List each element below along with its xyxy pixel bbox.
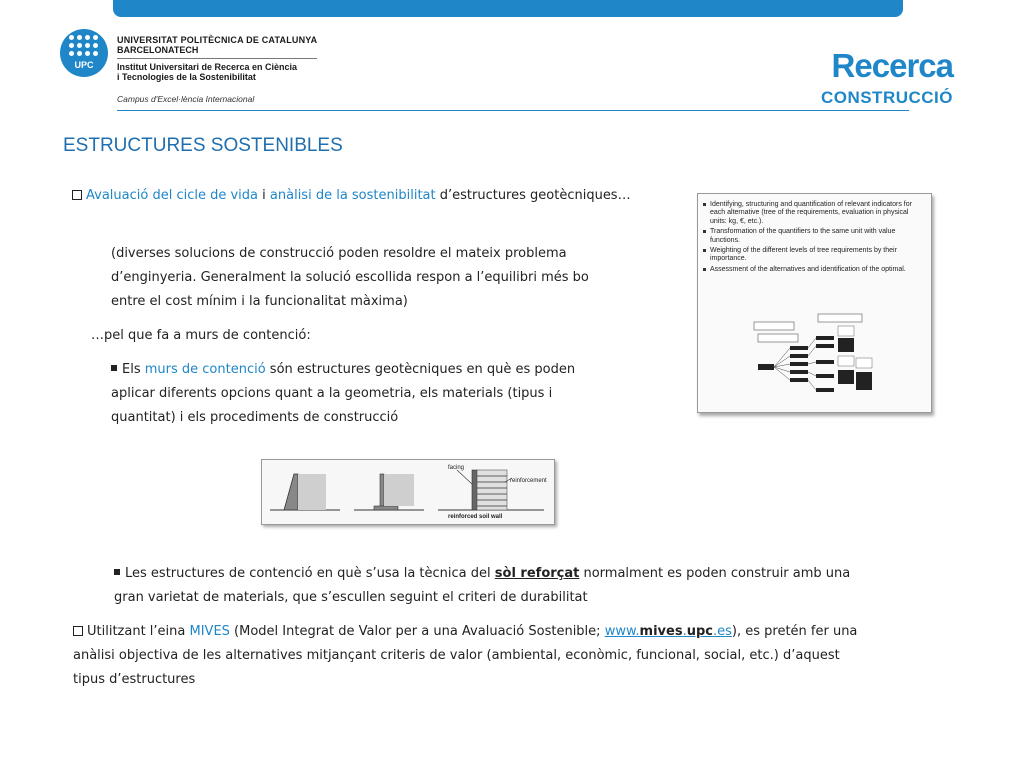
text-fragment: (Model Integrat de Valor per a una Avaluació Sostenible; <box>229 624 605 639</box>
sustainability-link[interactable]: anàlisi de la sostenibilitat <box>269 188 436 203</box>
section-title: ESTRUCTURES SOSTENIBLES <box>63 135 343 156</box>
top-accent-bar <box>113 0 903 17</box>
requirements-tree-diagram <box>698 304 931 409</box>
text-fragment: Els <box>122 362 145 377</box>
brand-recerca: Recerca <box>831 47 953 84</box>
para-line: tipus d’estructures <box>73 672 196 687</box>
para-line: d’enginyeria. Generalment la solució escollida respon a l’equilibri més bo <box>111 270 589 285</box>
para-line: anàlisi objectiva de les alternatives mitjançant criteris de valor (ambiental, econòmic, funcional, social, etc.) d’aquest <box>73 648 840 663</box>
text-fragment: són estructures geotècniques en què es poden <box>265 362 576 377</box>
text-fragment: d’estructures geotècniques… <box>435 188 631 203</box>
mives-url-link[interactable] <box>605 624 732 639</box>
label-reinforcement: reinforcement <box>510 478 547 484</box>
logo-text: UPC <box>74 60 94 70</box>
sub-bullet-walls <box>111 358 671 430</box>
institute-name-line2: i Tecnologies de la Sostenibilitat <box>117 72 256 82</box>
diagram-item: Identifying, structuring and quantification of relevant indicators for each alternative (tree of the requirements, evaluation in physical units: kg, €, etc.). <box>710 201 923 226</box>
university-name: UNIVERSITAT POLITÈCNICA DE CATALUNYA <box>117 35 318 45</box>
sub-bullet-reinforced-soil <box>114 562 934 610</box>
square-bullet-icon <box>111 365 117 371</box>
para-solutions <box>111 242 589 314</box>
para-line: gran varietat de materials, que s’escullen seguint el criteri de durabilitat <box>114 590 588 605</box>
para-line: entre el cost mínim i la funcionalitat màxima) <box>111 294 408 309</box>
bullet-mives <box>73 620 973 692</box>
url-part: .es <box>712 624 732 639</box>
divider <box>117 58 317 59</box>
label-facing: facing <box>448 465 465 471</box>
para-retaining: …pel que fa a murs de contenció: <box>91 328 311 343</box>
institute-name-line1: Institut Universitari de Recerca en Ciència <box>117 62 298 72</box>
label-soil-wall: reinforced soil wall <box>448 514 503 520</box>
upc-logo <box>60 29 108 77</box>
university-city: BARCELONATECH <box>117 45 199 55</box>
url-part: www. <box>604 624 640 639</box>
brand-construccio: CONSTRUCCIÓ <box>820 88 953 107</box>
text-fragment: normalment es poden construir amb una <box>579 566 851 581</box>
para-line: (diverses solucions de construcció poden resoldre el mateix problema <box>111 246 567 261</box>
retaining-walls-figure <box>261 459 555 525</box>
checkbox-bullet-icon <box>72 190 82 200</box>
diagram-item: Transformation of the quantifiers to the same unit with value functions. <box>710 228 923 245</box>
text-fragment: i <box>258 188 270 203</box>
diagram-item: Weighting of the different levels of tree requirements by their importance. <box>710 247 923 264</box>
text-fragment: Les estructures de contenció en què s’usa la tècnica del <box>125 566 495 581</box>
campus-tagline: Campus d'Excel·lència Internacional <box>117 94 255 104</box>
url-part: upc <box>686 624 713 639</box>
diagram-item: Assessment of the alternatives and identification of the optimal. <box>710 266 923 274</box>
checkbox-bullet-icon <box>73 626 83 636</box>
bullet-lifecycle <box>72 184 632 208</box>
mives-link[interactable]: MIVES <box>189 624 230 639</box>
retaining-walls-link[interactable]: murs de contenció <box>144 362 266 377</box>
para-line: aplicar diferents opcions quant a la geometria, els materials (tipus i <box>111 386 553 401</box>
wall-types-illustration <box>262 460 554 524</box>
url-part: . <box>682 624 687 639</box>
mives-diagram-figure <box>697 193 932 413</box>
text-fragment: ), es pretén fer una <box>731 624 858 639</box>
square-bullet-icon <box>114 569 120 575</box>
header-divider <box>117 110 909 111</box>
logo-dots-icon <box>69 35 99 59</box>
reinforced-soil-term: sòl reforçat <box>494 566 580 581</box>
para-line: quantitat) i els procediments de construcció <box>111 410 399 425</box>
lifecycle-link[interactable]: Avaluació del cicle de vida <box>86 188 259 203</box>
url-part: mives <box>639 624 683 639</box>
text-fragment: Utilitzant l’eina <box>87 624 190 639</box>
